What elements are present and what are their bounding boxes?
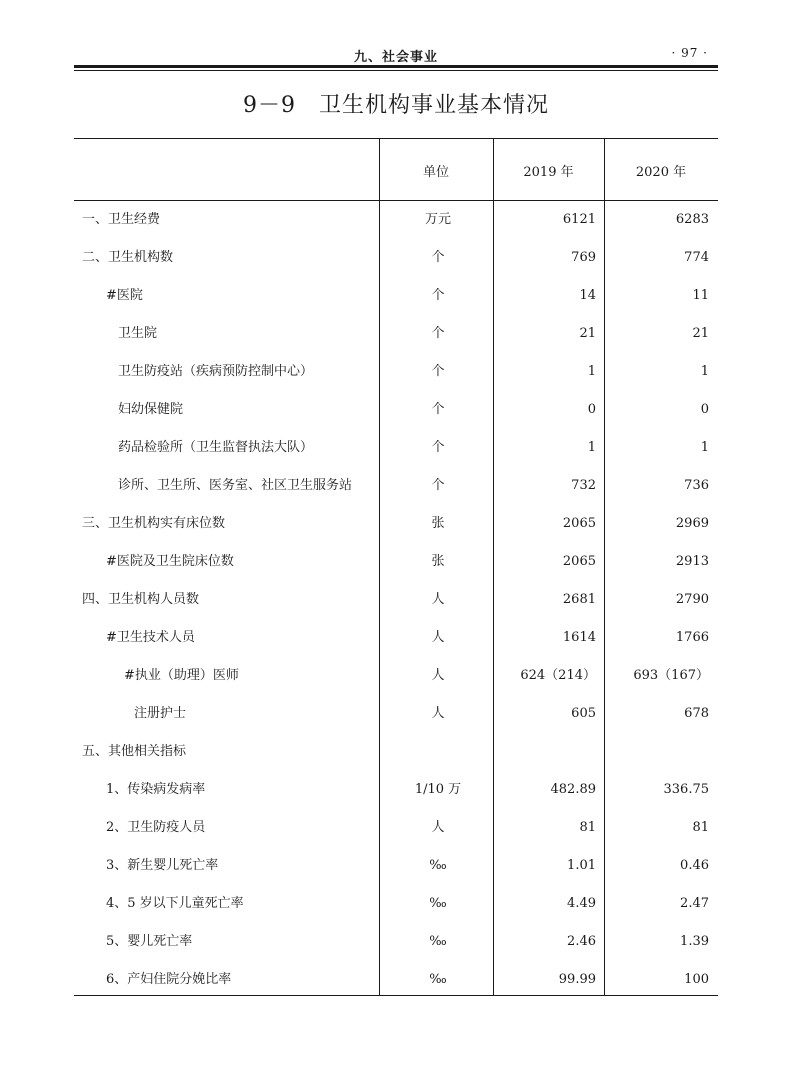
table-row [74,581,718,619]
table-row [74,657,718,695]
row-value-2019: 2065 [562,516,596,531]
row-value-2020: 2790 [675,592,709,607]
row-value-2020: 1.39 [680,934,709,949]
table-row [74,353,718,391]
row-value-2019: 2065 [562,554,596,569]
column-header-2019: 2019 年 [523,165,574,180]
row-label: 四、卫生机构人员数 [82,592,200,607]
row-value-2020: 2913 [675,554,709,569]
row-label: 诊所、卫生所、医务室、社区卫生服务站 [118,478,353,493]
row-unit: 人 [431,630,445,645]
row-label: 一、卫生经费 [82,212,161,227]
row-unit: 个 [431,250,445,265]
table-row [74,695,718,733]
row-value-2019: 4.49 [567,896,596,911]
row-label: 卫生防疫站（疾病预防控制中心） [118,364,314,379]
row-unit: ‰ [429,896,447,911]
row-label: 妇幼保健院 [118,402,184,417]
row-unit: 张 [431,554,445,569]
row-unit: 个 [431,440,445,455]
row-value-2019: 14 [579,288,596,303]
column-header-unit: 单位 [422,165,449,180]
row-value-2020: 11 [692,288,709,303]
row-value-2019: 1614 [562,630,596,645]
table-row [74,885,718,923]
row-unit: 个 [431,402,445,417]
column-header-2020: 2020 年 [635,165,687,180]
row-unit: 个 [431,288,445,303]
page-number: · 97 · [671,46,708,60]
table-row [74,391,718,429]
row-label: 3、新生婴儿死亡率 [106,858,219,873]
row-value-2020: 21 [692,326,709,341]
row-unit: 张 [431,516,445,531]
row-unit: 人 [431,706,445,721]
table-row [74,277,718,315]
row-label: #医院 [106,288,143,303]
row-unit: 人 [431,592,445,607]
table-row [74,429,718,467]
table-row [74,505,718,543]
row-label: #卫生技术人员 [106,630,195,645]
row-unit: 个 [431,326,445,341]
header-rule-thin [74,70,718,71]
row-value-2019: 6121 [562,212,596,227]
table-row [74,315,718,353]
table-row [74,809,718,847]
row-value-2019: 1 [587,440,596,455]
row-value-2020: 693（167） [633,668,709,683]
row-unit: 人 [431,668,445,683]
row-label: 药品检验所（卫生监督执法大队） [118,440,314,455]
row-value-2020: 2969 [675,516,709,531]
row-unit: 人 [431,820,445,835]
table-row [74,771,718,809]
row-label: 三、卫生机构实有床位数 [82,516,226,531]
row-label: 2、卫生防疫人员 [106,820,206,835]
row-label: 五、其他相关指标 [82,744,187,759]
row-unit: ‰ [429,858,447,873]
statistics-table [74,138,718,996]
table-row [74,923,718,961]
row-unit: 万元 [424,212,451,227]
table-row [74,201,718,239]
row-label: 注册护士 [134,706,187,721]
row-value-2019: 482.89 [550,782,596,797]
table-title: 9－9 卫生机构事业基本情况 [243,93,549,118]
row-unit: ‰ [429,972,447,987]
table-row [74,467,718,505]
row-value-2019: 605 [571,706,596,721]
row-value-2020: 6283 [675,212,709,227]
row-value-2019: 21 [579,326,596,341]
row-value-2020: 774 [684,250,709,265]
row-value-2020: 81 [692,820,709,835]
row-label: #执业（助理）医师 [124,668,239,683]
row-label: 1、传染病发病率 [106,782,206,797]
row-value-2020: 0 [700,402,709,417]
table-row [74,619,718,657]
row-value-2020: 1766 [675,630,709,645]
row-value-2020: 736 [684,478,709,493]
section-name: 九、社会事业 [353,50,438,65]
row-unit: 1/10 万 [414,782,462,797]
row-value-2019: 769 [571,250,596,265]
row-value-2019: 624（214） [520,668,596,683]
table-row [74,733,718,771]
row-value-2020: 2.47 [680,896,709,911]
row-value-2020: 0.46 [680,858,709,873]
row-value-2020: 1 [700,364,709,379]
row-value-2020: 336.75 [663,782,709,797]
row-label: 卫生院 [118,326,158,341]
row-label: 5、婴儿死亡率 [106,934,193,949]
running-header [74,44,718,64]
row-value-2019: 732 [571,478,596,493]
header-rule-thick [74,65,718,68]
row-value-2019: 2681 [562,592,596,607]
row-value-2019: 99.99 [558,972,596,987]
row-value-2019: 1 [587,364,596,379]
row-label: 6、产妇住院分娩比率 [106,972,232,987]
row-label: #医院及卫生院床位数 [106,554,234,569]
row-label: 二、卫生机构数 [82,250,174,265]
table-body [74,201,718,999]
row-value-2019: 1.01 [567,858,596,873]
table-row [74,543,718,581]
table-header-row [74,139,718,201]
row-value-2019: 2.46 [567,934,596,949]
row-value-2020: 1 [700,440,709,455]
row-unit: 个 [431,478,445,493]
row-unit: ‰ [429,934,447,949]
row-label: 4、5 岁以下儿童死亡率 [106,896,244,911]
row-value-2019: 81 [579,820,596,835]
row-value-2019: 0 [587,402,596,417]
row-value-2020: 100 [684,972,709,987]
table-row [74,239,718,277]
table-row [74,961,718,999]
row-value-2020: 678 [684,706,709,721]
row-unit: 个 [431,364,445,379]
table-row [74,847,718,885]
